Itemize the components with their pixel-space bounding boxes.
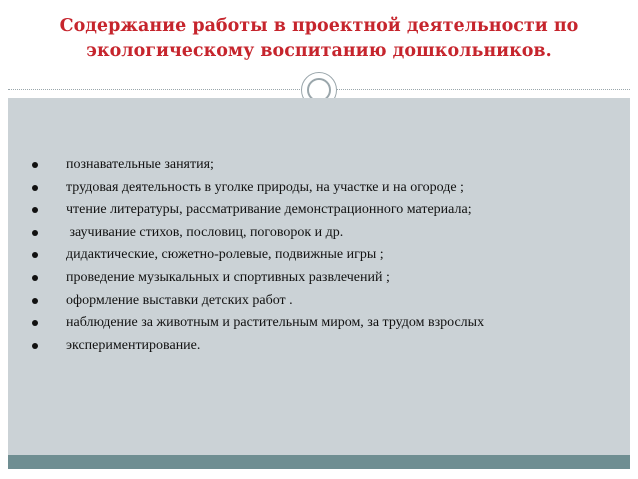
- list-item: [30, 312, 484, 335]
- bullet-icon: [32, 343, 38, 349]
- bullet-icon: [32, 207, 38, 213]
- list-item-text: трудовая деятельность в уголке природы, на участке и на огороде ;: [66, 179, 464, 195]
- bullet-icon: [32, 320, 38, 326]
- list-item: [30, 267, 484, 290]
- title-line-2: экологическому воспитанию дошкольников.: [86, 41, 552, 61]
- bullet-icon: [32, 275, 38, 281]
- bullet-icon: [32, 162, 38, 168]
- bullet-icon: [32, 230, 38, 236]
- list-item: [30, 335, 484, 358]
- list-item: [30, 154, 484, 177]
- list-item-text: оформление выставки детских работ .: [66, 292, 293, 308]
- content-panel: [8, 98, 630, 455]
- list-item: [30, 222, 484, 245]
- list-item-text: чтение литературы, рассматривание демонстрационного материала;: [66, 202, 472, 218]
- title-line-1: Содержание работы в проектной деятельности по: [59, 16, 579, 36]
- list-item: [30, 199, 484, 222]
- list-item-text: экспериментирование.: [66, 337, 201, 353]
- bottom-accent-bar: [8, 455, 630, 469]
- list-item: [30, 244, 484, 267]
- slide-title: [0, 14, 638, 64]
- list-item: [30, 290, 484, 313]
- bullet-icon: [32, 298, 38, 304]
- list-item-text: заучивание стихов, пословиц, поговорок и др.: [66, 224, 344, 240]
- list-item-text: проведение музыкальных и спортивных развлечений ;: [66, 269, 390, 285]
- bullet-icon: [32, 252, 38, 258]
- list-item-text: наблюдение за животным и растительным миром, за трудом взрослых: [66, 315, 485, 331]
- bullet-list: [30, 154, 484, 357]
- list-item-text: дидактические, сюжетно-ролевые, подвижные игры ;: [66, 247, 384, 263]
- list-item-text: познавательные занятия;: [66, 157, 214, 172]
- bullet-icon: [32, 185, 38, 191]
- list-item: [30, 177, 484, 200]
